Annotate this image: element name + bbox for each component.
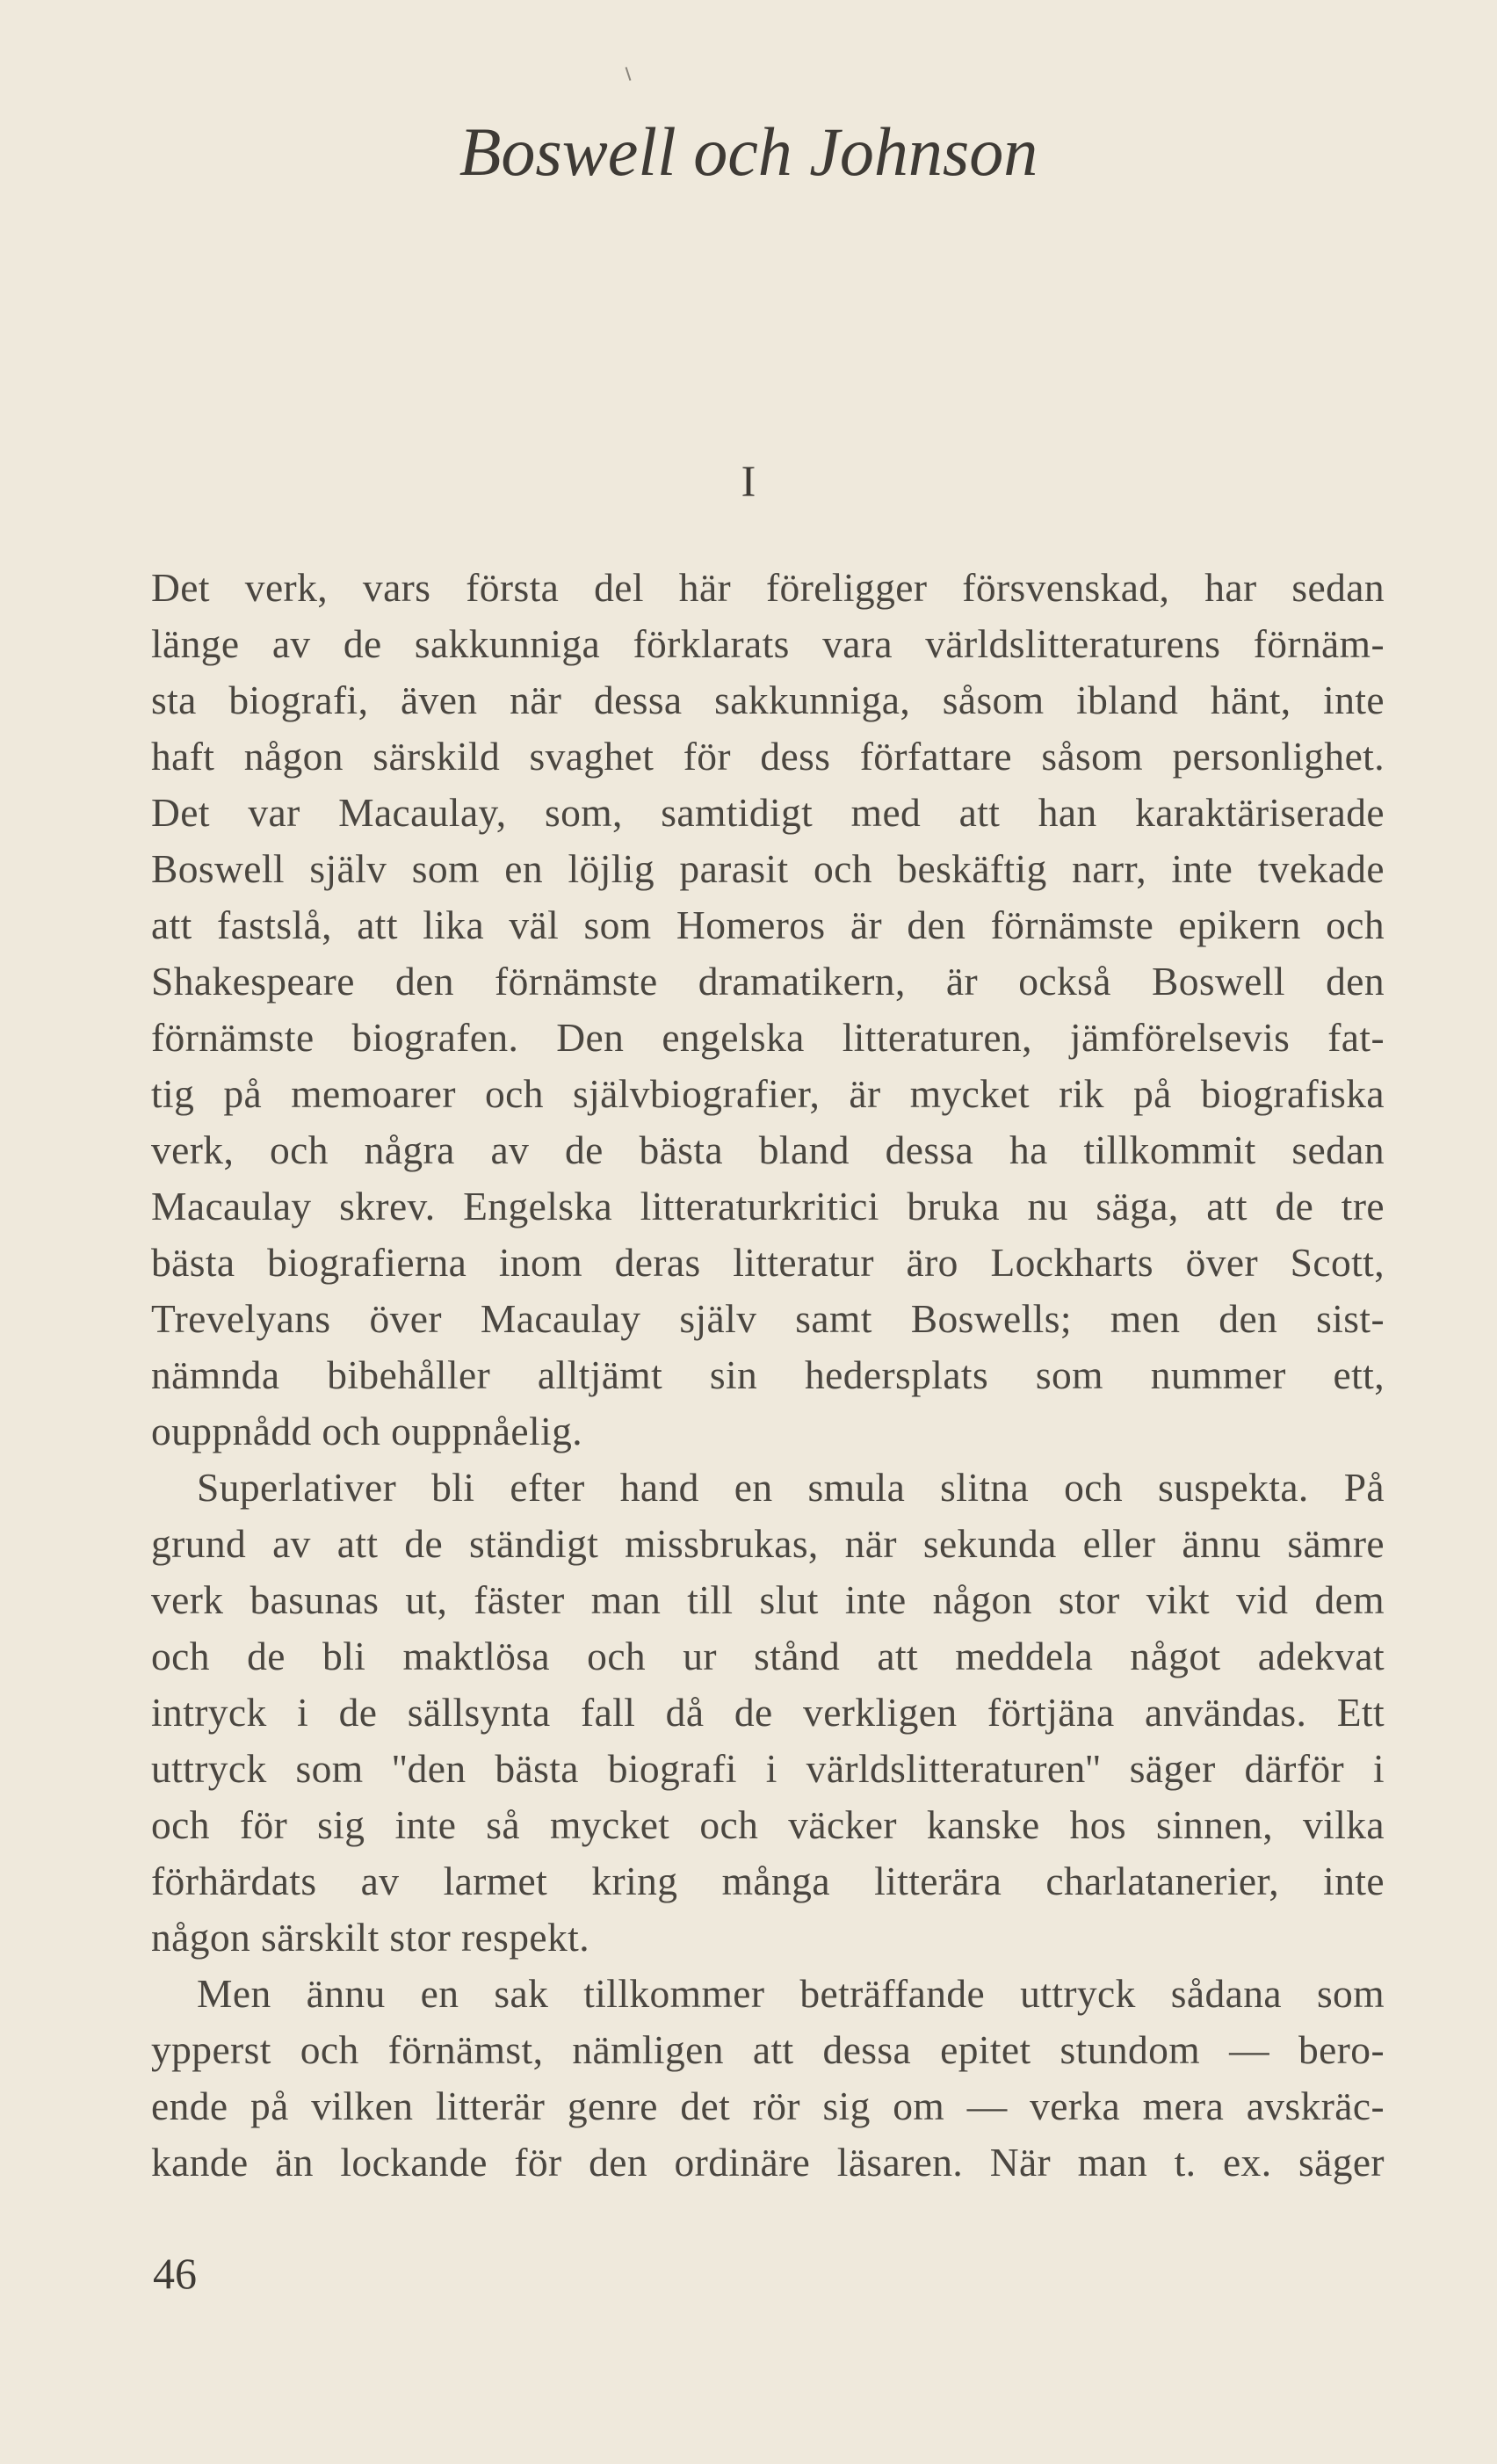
text-line: Det verk, vars första del här föreligger försvenskad, har sedan [151, 565, 1385, 610]
text-line: bästa biografierna inom deras litteratur äro Lockharts över Scott, [151, 1240, 1385, 1285]
chapter-title: Boswell och Johnson [459, 113, 1038, 190]
text-line: haft någon särskild svaghet för dess författare såsom personlighet. [151, 734, 1385, 779]
text-line: ouppnådd och ouppnåelig. [151, 1409, 583, 1453]
text-line: uttryck som ''den bästa biografi i världslitteraturen'' säger därför i [151, 1746, 1385, 1791]
text-line: länge av de sakkunniga förklarats vara världslitteraturens förnäm- [151, 621, 1385, 666]
text-line: förhärdats av larmet kring många litterära charlatanerier, inte [151, 1859, 1385, 1903]
text-line: Shakespeare den förnämste dramatikern, är också Boswell den [151, 959, 1385, 1004]
text-line: grund av att de ständigt missbrukas, när sekunda eller ännu sämre [151, 1521, 1385, 1566]
text-line: och för sig inte så mycket och väcker kanske hos sinnen, vilka [151, 1802, 1385, 1847]
text-line: Superlativer bli efter hand en smula slitna och suspekta. På [197, 1465, 1385, 1510]
body-text [151, 560, 1385, 2191]
text-line: Men ännu en sak tillkommer beträffande uttryck sådana som [197, 1971, 1385, 2016]
text-line: Boswell själv som en löjlig parasit och beskäftig narr, inte tvekade [151, 846, 1385, 891]
text-line: verk basunas ut, fäster man till slut inte någon stor vikt vid dem [151, 1577, 1385, 1622]
text-line: ypperst och förnämst, nämligen att dessa epitet stundom — bero- [151, 2027, 1385, 2072]
text-line: verk, och några av de bästa bland dessa ha tillkommit sedan [151, 1127, 1385, 1172]
section-numeral: I [741, 456, 756, 505]
text-line: Macaulay skrev. Engelska litteraturkritici bruka nu säga, att de tre [151, 1184, 1385, 1228]
text-line: tig på memoarer och självbiografier, är mycket rik på biografiska [151, 1071, 1385, 1116]
text-line: kande än lockande för den ordinäre läsaren. När man t. ex. säger [151, 2140, 1385, 2185]
text-line: intryck i de sällsynta fall då de verkligen förtjäna användas. Ett [151, 1690, 1385, 1735]
text-line: Trevelyans över Macaulay själv samt Boswells; men den sist- [151, 1296, 1385, 1341]
print-mark [626, 67, 632, 81]
text-line: Det var Macaulay, som, samtidigt med att han karaktäriserade [151, 790, 1385, 835]
text-line: förnämste biografen. Den engelska litteraturen, jämförelsevis fat- [151, 1015, 1385, 1060]
page-number: 46 [153, 2249, 197, 2298]
text-line: ende på vilken litterär genre det rör sig om — verka mera avskräc- [151, 2084, 1385, 2128]
text-line: någon särskilt stor respekt. [151, 1915, 589, 1960]
text-line: och de bli maktlösa och ur stånd att meddela något adekvat [151, 1634, 1385, 1678]
text-line: sta biografi, även när dessa sakkunniga, såsom ibland hänt, inte [151, 678, 1385, 722]
text-line: nämnda bibehåller alltjämt sin hedersplats som nummer ett, [151, 1352, 1385, 1397]
text-line: att fastslå, att lika väl som Homeros är den förnämste epikern och [151, 902, 1385, 947]
